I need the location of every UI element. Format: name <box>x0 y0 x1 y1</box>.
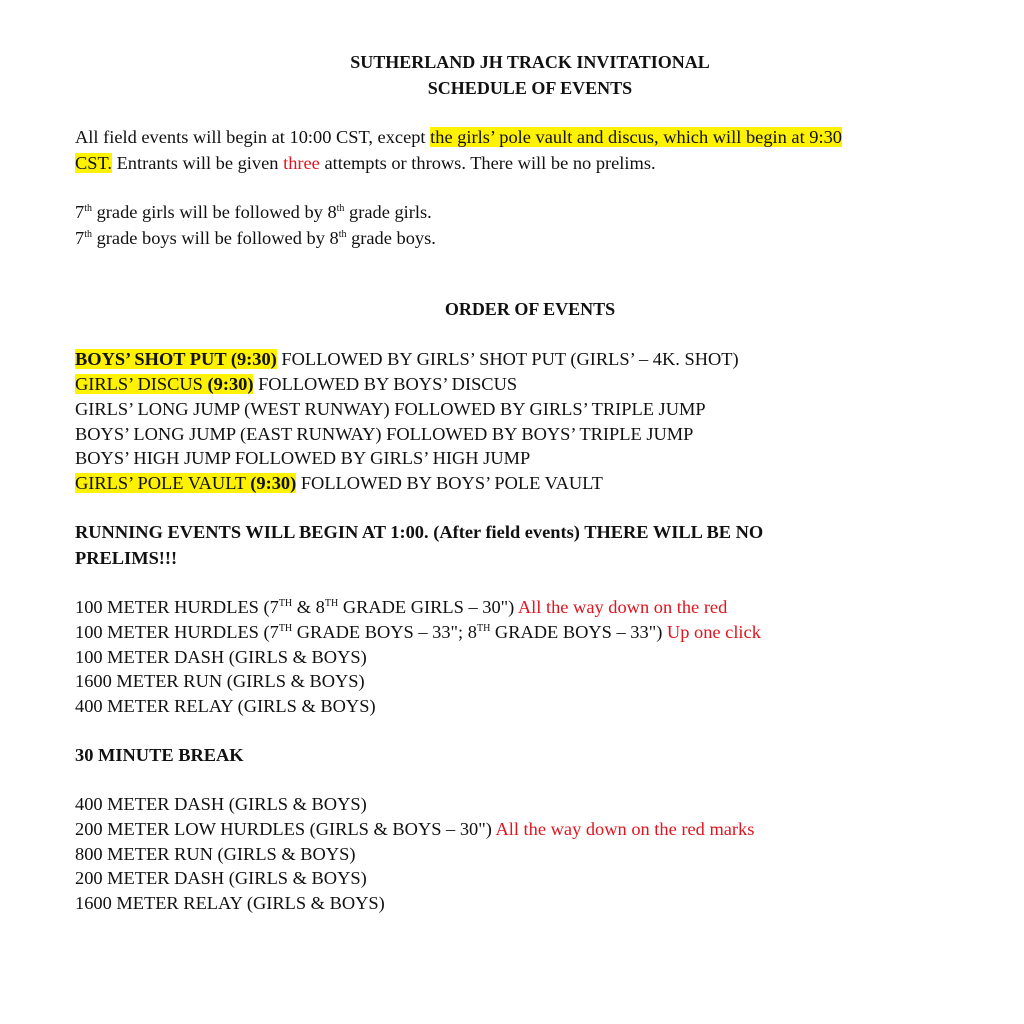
document-subtitle: SCHEDULE OF EVENTS <box>427 78 633 98</box>
running-event-100-dash: 100 METER DASH (GIRLS & BOYS) <box>75 647 367 667</box>
grade-text: grade boys. <box>346 228 436 248</box>
event-text: GRADE BOYS – 33") <box>490 622 663 642</box>
running-event-400-dash: 400 METER DASH (GIRLS & BOYS) <box>75 794 367 814</box>
field-event-boys-long-jump: BOYS’ LONG JUMP (EAST RUNWAY) FOLLOWED BY BOYS’ TRIPLE JUMP <box>75 424 694 444</box>
grade-girls-line <box>75 200 432 224</box>
grade-text: grade girls. <box>344 202 432 222</box>
event-text: FOLLOWED BY GIRLS’ SHOT PUT (GIRLS’ – 4K. SHOT) <box>276 349 739 369</box>
event-text: GRADE GIRLS – 30") <box>338 597 515 617</box>
ordinal-suffix: TH <box>476 622 491 634</box>
ordinal-suffix: TH <box>278 622 293 634</box>
ordinal-suffix: TH <box>324 597 339 609</box>
field-event-shot-put <box>75 347 739 371</box>
running-heading-line-1: RUNNING EVENTS WILL BEGIN AT 1:00. (After field events) THERE WILL BE NO <box>75 522 764 542</box>
running-event-1600-run: 1600 METER RUN (GIRLS & BOYS) <box>75 671 365 691</box>
grade-number: 8 <box>327 202 337 222</box>
order-heading: ORDER OF EVENTS <box>444 299 616 319</box>
ordinal-suffix: TH <box>278 597 293 609</box>
running-event-low-hurdles <box>75 817 754 841</box>
intro-highlight-cst: CST. <box>75 153 112 173</box>
running-event-400-relay: 400 METER RELAY (GIRLS & BOYS) <box>75 696 376 716</box>
ordinal-suffix: th <box>84 228 92 240</box>
event-text: 200 METER LOW HURDLES (GIRLS & BOYS – 30") <box>75 819 492 839</box>
running-heading-line-2: PRELIMS!!! <box>75 548 178 568</box>
highlight-pole-vault-time: (9:30) <box>250 473 297 493</box>
running-event-800-run: 800 METER RUN (GIRLS & BOYS) <box>75 844 356 864</box>
event-text: FOLLOWED BY BOYS’ POLE VAULT <box>296 473 603 493</box>
highlight-discus: GIRLS’ DISCUS <box>75 374 208 394</box>
ordinal-suffix: th <box>84 202 92 214</box>
running-event-hurdles-girls <box>75 595 727 619</box>
ordinal-suffix: th <box>336 202 345 214</box>
event-text: & 8 <box>292 597 325 617</box>
field-event-discus <box>75 372 517 396</box>
highlight-discus-time: (9:30) <box>207 374 254 394</box>
intro-line-2 <box>75 151 656 175</box>
intro-text: attempts or throws. There will be no prelims. <box>319 153 656 173</box>
hurdle-note: Up one click <box>662 622 761 642</box>
event-text: GRADE BOYS – 33"; 8 <box>292 622 477 642</box>
intro-three: three <box>283 153 320 173</box>
intro-text: All field events will begin at 10:00 CST, except <box>75 127 431 147</box>
highlight-shot-put: BOYS’ SHOT PUT (9:30) <box>75 349 277 369</box>
grade-text: grade girls will be followed by <box>91 202 328 222</box>
event-text: FOLLOWED BY BOYS’ DISCUS <box>253 374 518 394</box>
running-event-hurdles-boys <box>75 620 761 644</box>
event-text: 100 METER HURDLES (7 <box>75 622 279 642</box>
ordinal-suffix: th <box>338 228 347 240</box>
running-event-200-dash: 200 METER DASH (GIRLS & BOYS) <box>75 868 367 888</box>
intro-line-1 <box>75 125 842 149</box>
document-title: SUTHERLAND JH TRACK INVITATIONAL <box>350 52 710 72</box>
field-event-high-jump: BOYS’ HIGH JUMP FOLLOWED BY GIRLS’ HIGH JUMP <box>75 448 531 468</box>
break-heading: 30 MINUTE BREAK <box>75 745 244 765</box>
intro-highlight: the girls’ pole vault and discus, which will begin at 9:30 <box>430 127 842 147</box>
grade-number: 7 <box>75 202 85 222</box>
running-event-1600-relay: 1600 METER RELAY (GIRLS & BOYS) <box>75 893 385 913</box>
hurdle-note: All the way down on the red <box>514 597 728 617</box>
highlight-pole-vault: GIRLS’ POLE VAULT <box>75 473 251 493</box>
hurdle-note: All the way down on the red marks <box>491 819 755 839</box>
field-event-girls-long-jump: GIRLS’ LONG JUMP (WEST RUNWAY) FOLLOWED BY GIRLS’ TRIPLE JUMP <box>75 399 706 419</box>
event-text: 100 METER HURDLES (7 <box>75 597 279 617</box>
field-event-pole-vault <box>75 471 603 495</box>
grade-boys-line <box>75 226 436 250</box>
grade-number: 8 <box>329 228 339 248</box>
grade-text: grade boys will be followed by <box>91 228 330 248</box>
grade-number: 7 <box>75 228 85 248</box>
intro-text: Entrants will be given <box>111 153 284 173</box>
